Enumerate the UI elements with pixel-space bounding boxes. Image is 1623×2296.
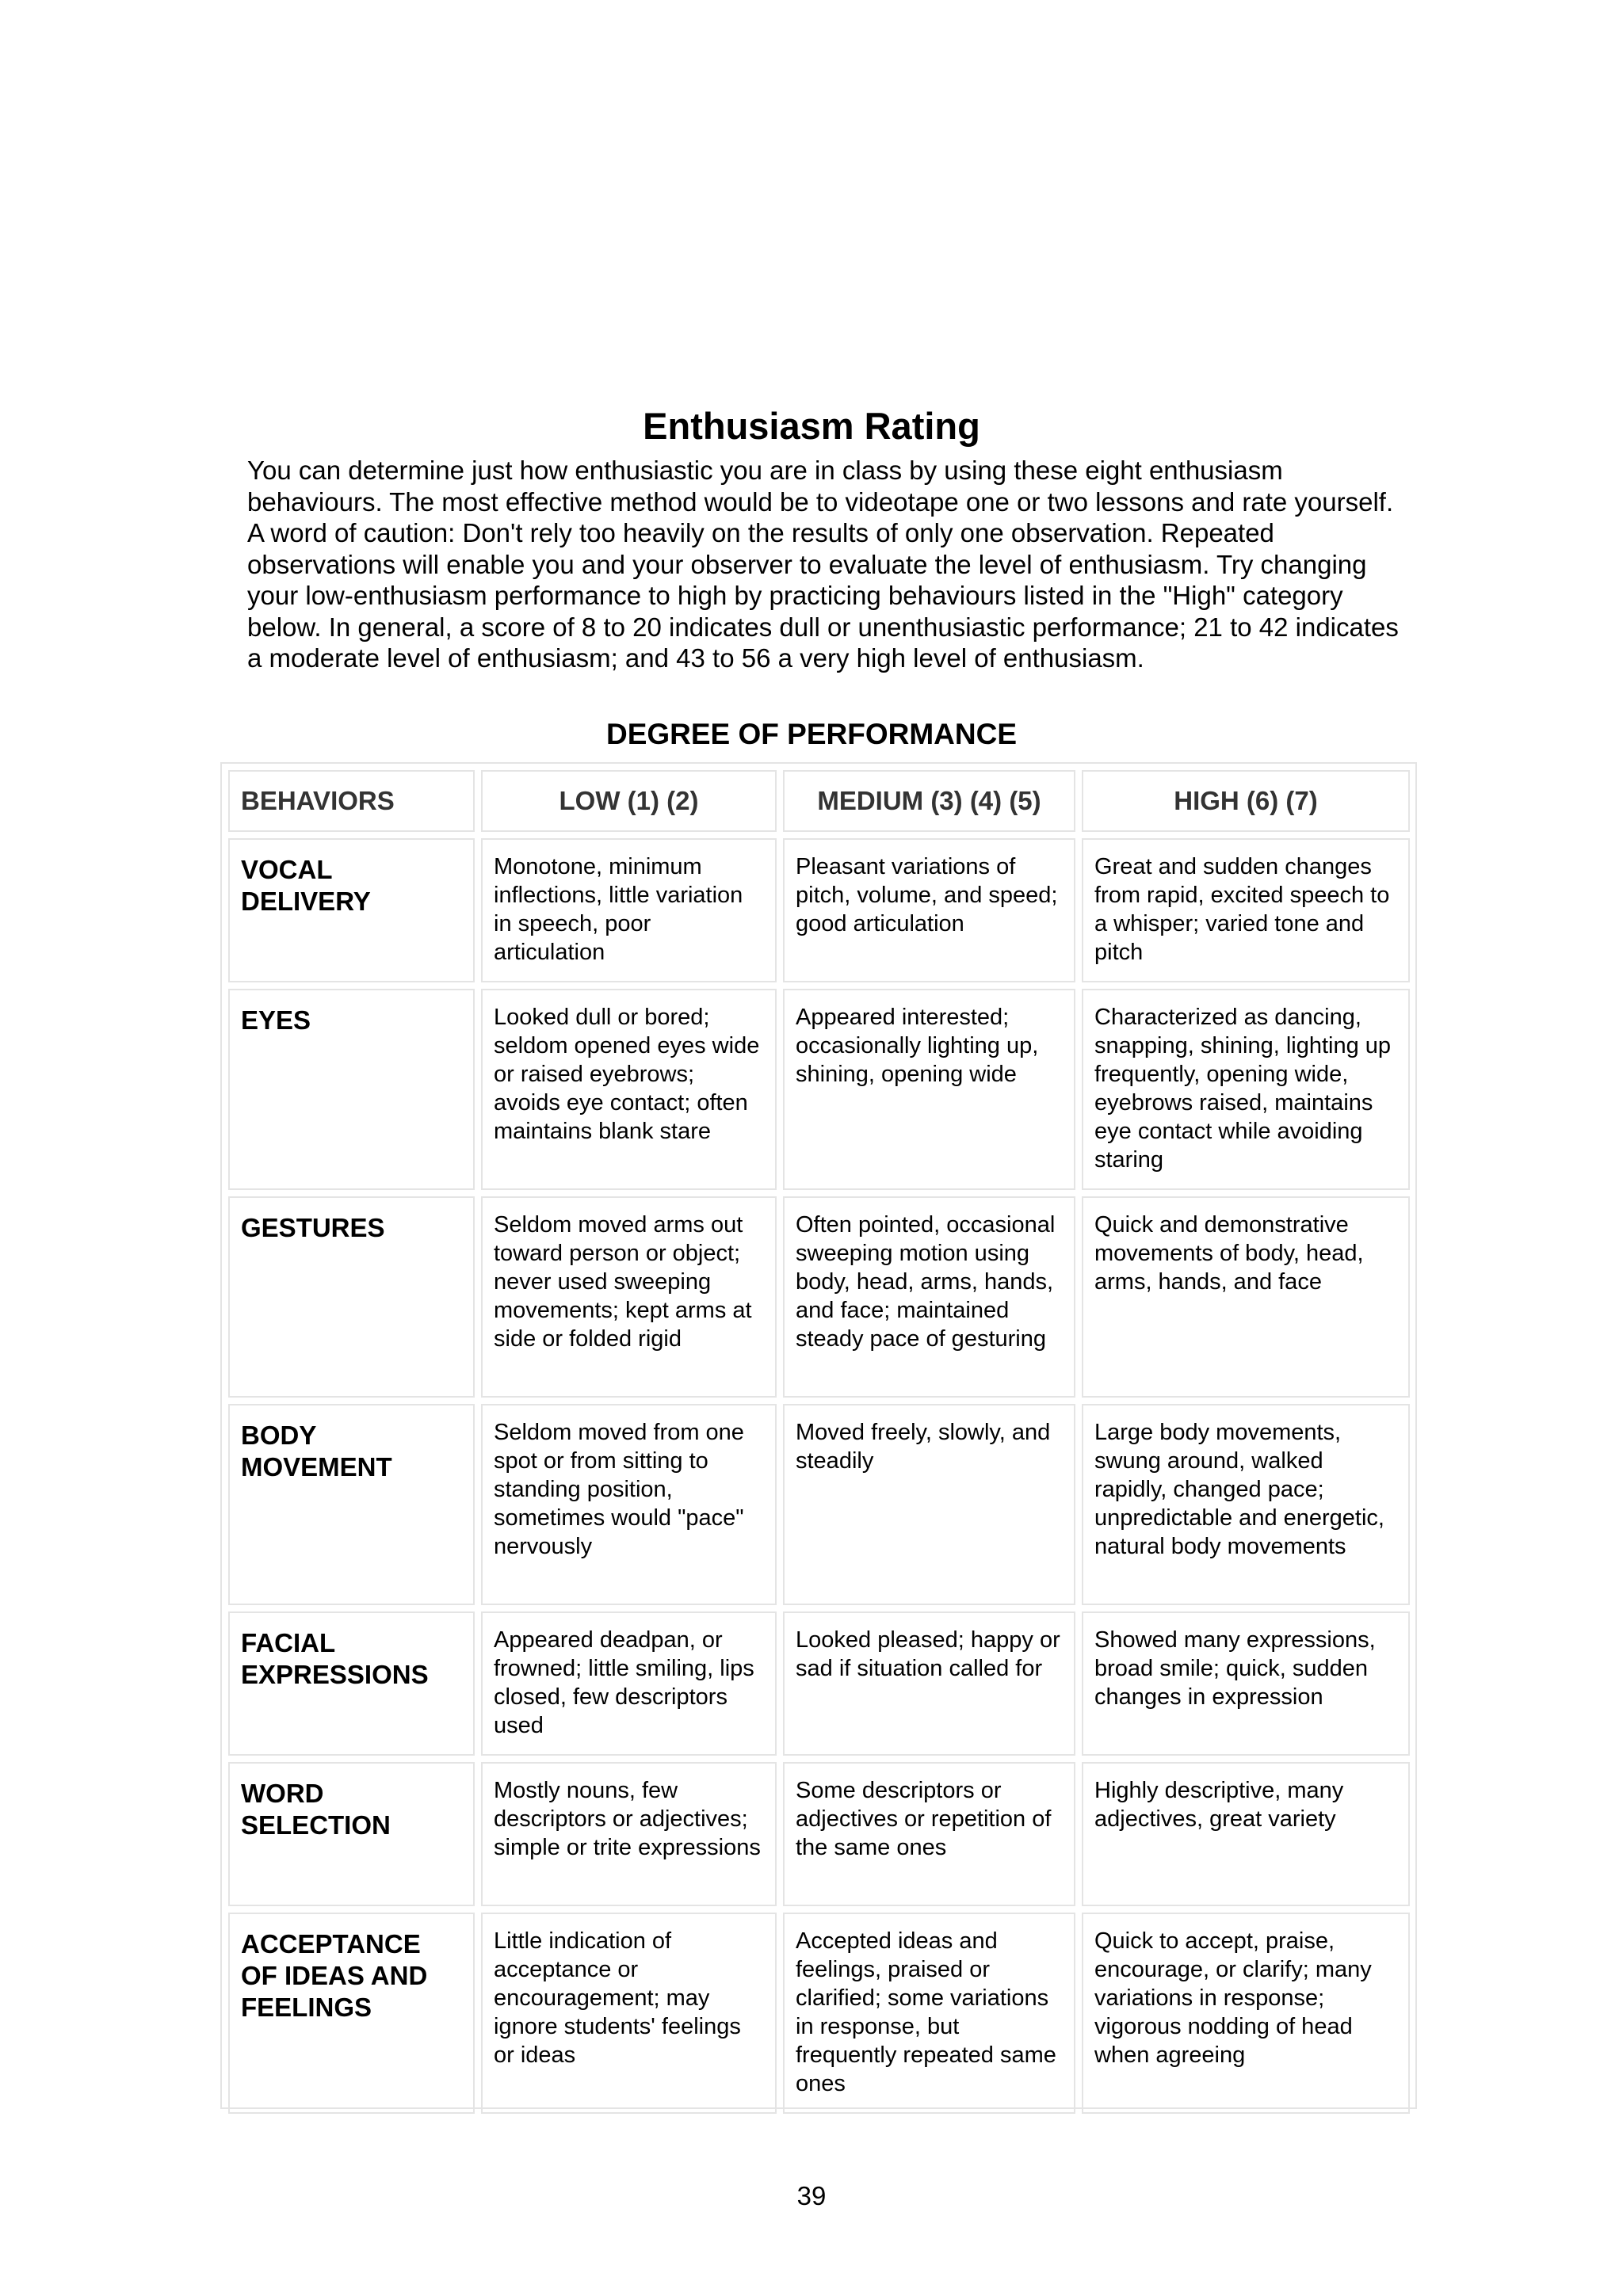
high-cell: Great and sudden changes from rapid, excited speech to a whisper; varied tone and pitch <box>1082 838 1410 982</box>
medium-cell: Often pointed, occasional sweeping motion using body, head, arms, hands, and face; maintained steady pace of gesturing <box>783 1196 1075 1398</box>
high-cell: Highly descriptive, many adjectives, great variety <box>1082 1762 1410 1906</box>
enthusiasm-rating-table <box>222 764 1416 2120</box>
low-cell: Seldom moved from one spot or from sitting to standing position, sometimes would "pace" nervously <box>481 1404 777 1605</box>
rating-table-frame <box>220 762 1417 2109</box>
low-cell: Monotone, minimum inflections, little variation in speech, poor articulation <box>481 838 777 982</box>
behavior-cell: BODY MOVEMENT <box>228 1404 475 1605</box>
high-cell: Large body movements, swung around, walked rapidly, changed pace; unpredictable and energetic, natural body movements <box>1082 1404 1410 1605</box>
low-cell: Appeared deadpan, or frowned; little smiling, lips closed, few descriptors used <box>481 1611 777 1756</box>
medium-cell: Accepted ideas and feelings, praised or clarified; some variations in response, but frequently repeated same ones <box>783 1913 1075 2114</box>
medium-cell: Moved freely, slowly, and steadily <box>783 1404 1075 1605</box>
table-row <box>228 838 1410 982</box>
header-behaviors: BEHAVIORS <box>228 770 475 832</box>
behavior-cell: GESTURES <box>228 1196 475 1398</box>
table-row <box>228 989 1410 1190</box>
high-cell: Showed many expressions, broad smile; quick, sudden changes in expression <box>1082 1611 1410 1756</box>
behavior-cell: WORD SELECTION <box>228 1762 475 1906</box>
low-cell: Mostly nouns, few descriptors or adjectives; simple or trite expressions <box>481 1762 777 1906</box>
page-number: 39 <box>796 2181 827 2210</box>
header-medium: MEDIUM (3) (4) (5) <box>783 770 1075 832</box>
header-low: LOW (1) (2) <box>481 770 777 832</box>
table-row <box>228 1762 1410 1906</box>
medium-cell: Pleasant variations of pitch, volume, and speed; good articulation <box>783 838 1075 982</box>
low-cell: Little indication of acceptance or encouragement; may ignore students' feelings or ideas <box>481 1913 777 2114</box>
high-cell: Quick and demonstrative movements of body, head, arms, hands, and face <box>1082 1196 1410 1398</box>
high-cell: Characterized as dancing, snapping, shining, lighting up frequently, opening wide, eyebrows raised, maintains eye contact while avoiding staring <box>1082 989 1410 1190</box>
behavior-cell: VOCAL DELIVERY <box>228 838 475 982</box>
medium-cell: Appeared interested; occasionally lighting up, shining, opening wide <box>783 989 1075 1190</box>
behavior-cell: FACIAL EXPRESSIONS <box>228 1611 475 1756</box>
low-cell: Looked dull or bored; seldom opened eyes wide or raised eyebrows; avoids eye contact; often maintains blank stare <box>481 989 777 1190</box>
medium-cell: Looked pleased; happy or sad if situation called for <box>783 1611 1075 1756</box>
intro-paragraph: You can determine just how enthusiastic you are in class by using these eight enthusiasm behaviours. The most effective method would be to videotape one or two lessons and rate yourself. A word of caution: Don't rely too heavily on the results of only one observation. Repeated observations will enable you and your observer to evaluate the level of enthusiasm. Try changing your low-enthusiasm performance to high by practicing behaviours listed in the "High" category below. In general, a score of 8 to 20 indicates dull or unenthusiastic performance; 21 to 42 indicates a moderate level of enthusiasm; and 43 to 56 a very high level of enthusiasm. <box>247 456 1399 673</box>
table-row <box>228 1913 1410 2114</box>
low-cell: Seldom moved arms out toward person or object; never used sweeping movements; kept arms at side or folded rigid <box>481 1196 777 1398</box>
header-high: HIGH (6) (7) <box>1082 770 1410 832</box>
behavior-cell: EYES <box>228 989 475 1190</box>
high-cell: Quick to accept, praise, encourage, or clarify; many variations in response; vigorous nodding of head when agreeing <box>1082 1913 1410 2114</box>
page-title: Enthusiasm Rating <box>643 405 980 447</box>
table-subtitle: DEGREE OF PERFORMANCE <box>605 718 1018 750</box>
medium-cell: Some descriptors or adjectives or repetition of the same ones <box>783 1762 1075 1906</box>
table-row <box>228 1404 1410 1605</box>
table-row <box>228 1196 1410 1398</box>
behavior-cell: ACCEPTANCE OF IDEAS AND FEELINGS <box>228 1913 475 2114</box>
table-row <box>228 1611 1410 1756</box>
table-header-row <box>228 770 1410 832</box>
